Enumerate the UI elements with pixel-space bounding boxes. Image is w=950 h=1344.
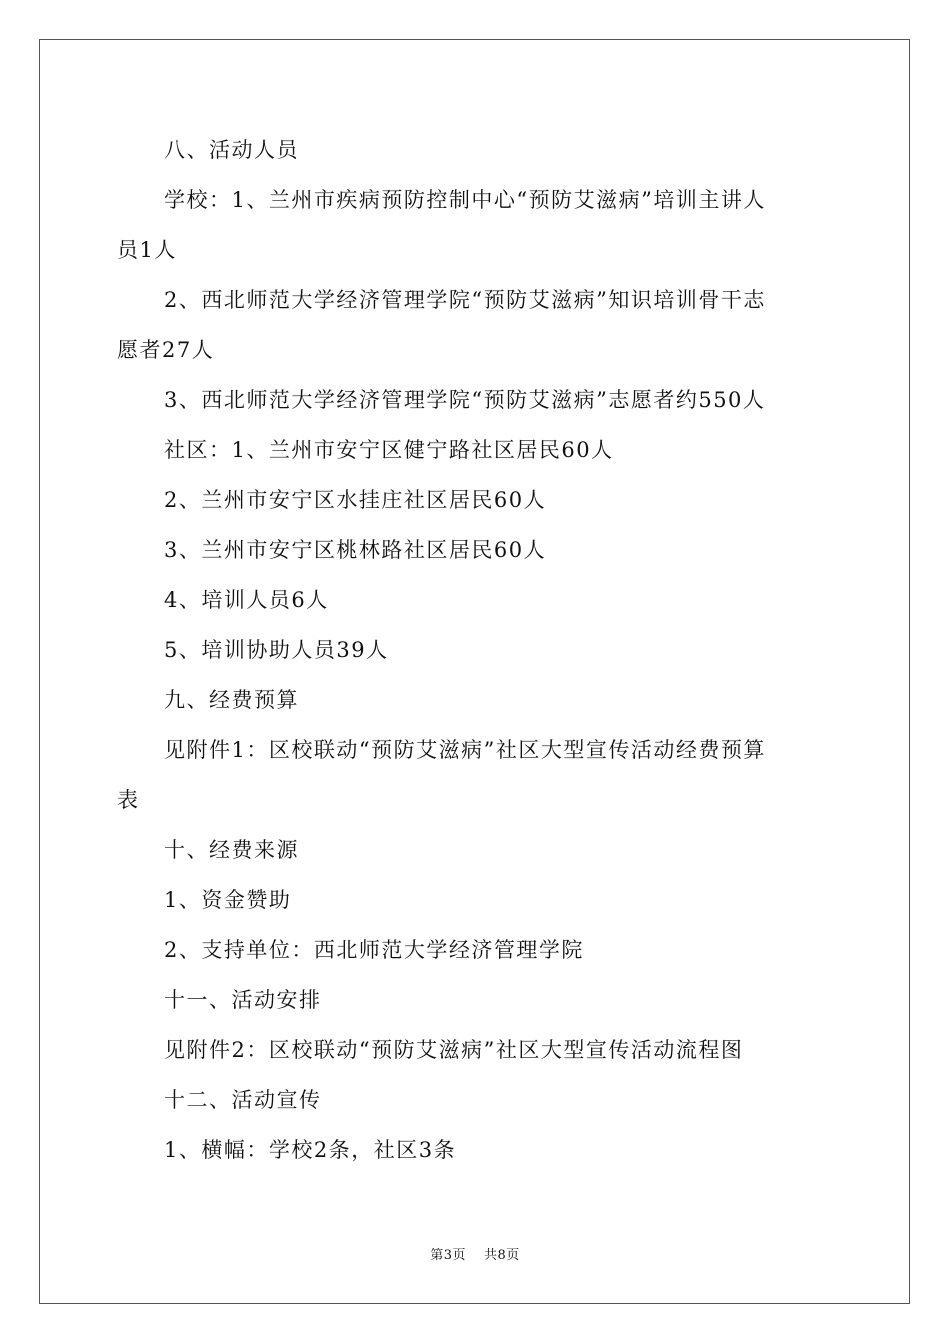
paragraph-line: 学校：1、兰州市疾病预防控制中心“预防艾滋病”培训主讲人 [164, 188, 766, 212]
paragraph-line: 见附件1：区校联动“预防艾滋病”社区大型宣传活动经费预算 [164, 738, 766, 762]
paragraph-line: 社区：1、兰州市安宁区健宁路社区居民60人 [164, 438, 614, 462]
page-total: 共8页 [484, 1248, 520, 1263]
paragraph-line: 5、培训协助人员39人 [164, 638, 389, 662]
paragraph-line: 1、横幅：学校2条，社区3条 [164, 1138, 457, 1162]
paragraph-line: 3、西北师范大学经济管理学院“预防艾滋病”志愿者约550人 [164, 388, 766, 412]
paragraph-line-continued: 员1人 [117, 238, 177, 262]
paragraph-line-continued: 愿者27人 [117, 338, 215, 362]
paragraph-line: 3、兰州市安宁区桃林路社区居民60人 [164, 538, 547, 562]
section-heading-publicity: 十二、活动宣传 [164, 1088, 322, 1112]
section-heading-arrangement: 十一、活动安排 [164, 988, 322, 1012]
paragraph-line: 见附件2：区校联动“预防艾滋病”社区大型宣传活动流程图 [164, 1038, 744, 1062]
document-body [117, 125, 837, 1175]
paragraph-line: 1、资金赞助 [164, 888, 292, 912]
section-heading-funding-source: 十、经费来源 [164, 838, 299, 862]
paragraph-line: 2、兰州市安宁区水挂庄社区居民60人 [164, 488, 547, 512]
section-heading-activity-personnel: 八、活动人员 [164, 138, 299, 162]
paragraph-line: 2、西北师范大学经济管理学院“预防艾滋病”知识培训骨干志 [164, 288, 766, 312]
page-footer [0, 1244, 950, 1263]
paragraph-line-continued: 表 [117, 788, 140, 812]
paragraph-line: 2、支持单位：西北师范大学经济管理学院 [164, 938, 584, 962]
page-number: 第3页 [430, 1248, 466, 1263]
paragraph-line: 4、培训人员6人 [164, 588, 329, 612]
section-heading-budget: 九、经费预算 [164, 688, 299, 712]
